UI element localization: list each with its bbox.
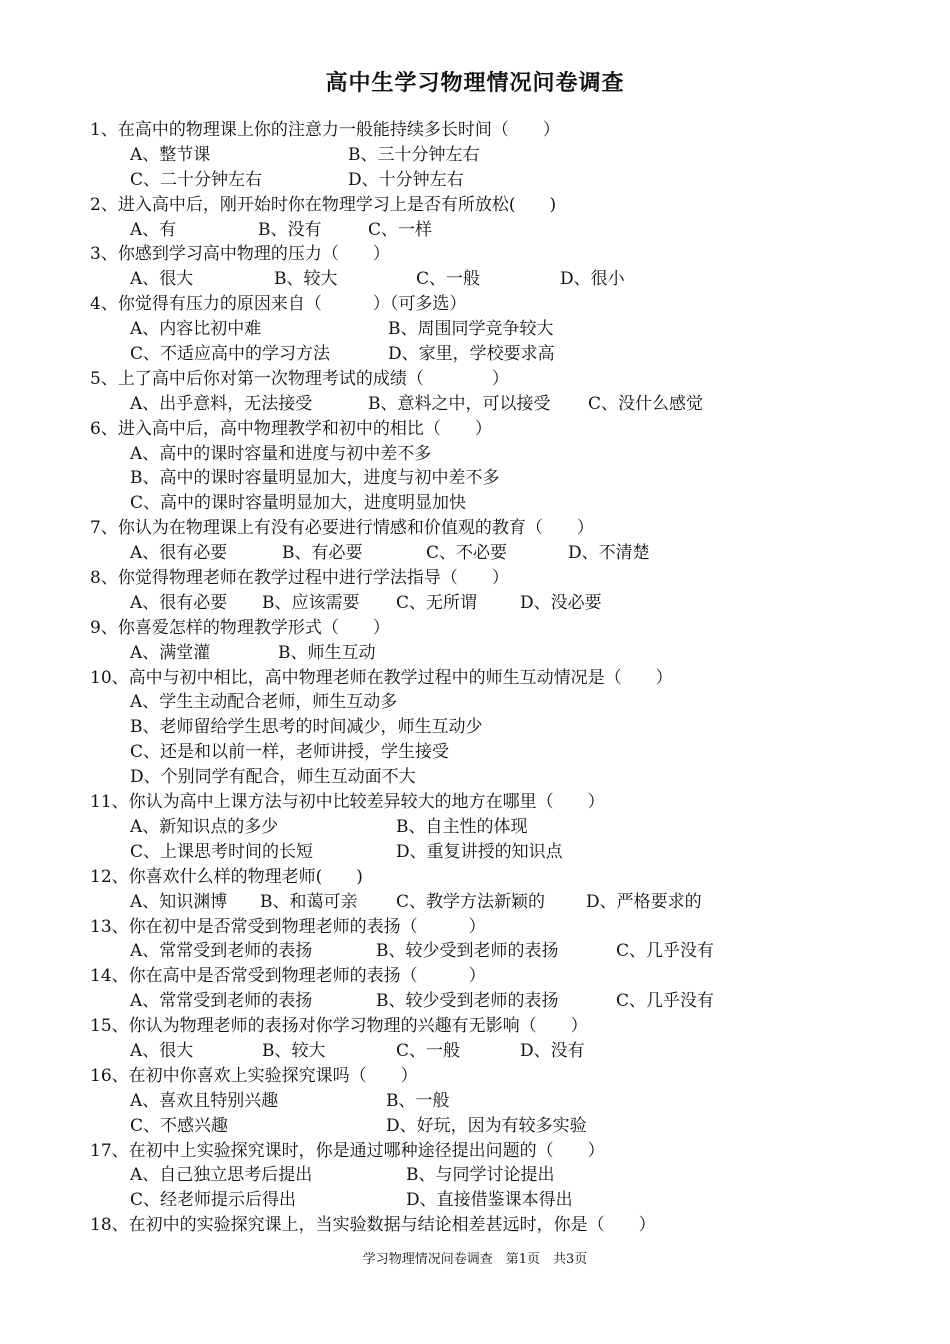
option-item: D、不清楚 xyxy=(568,543,650,564)
question-text: 17、在初中上实验探究课时，你是通过哪种途径提出问题的（ ） xyxy=(90,1140,605,1161)
question-text: 5、上了高中后你对第一次物理考试的成绩（ ） xyxy=(90,368,509,389)
option-row xyxy=(90,168,920,193)
option-item: B、较少受到老师的表扬 xyxy=(376,941,559,962)
option-row xyxy=(90,317,920,342)
option-row xyxy=(90,541,920,566)
option-row xyxy=(90,740,920,765)
option-item: B、与同学讨论提出 xyxy=(406,1165,555,1186)
option-row xyxy=(90,840,920,865)
option-row xyxy=(90,442,920,467)
option-item: A、自己独立思考后提出 xyxy=(130,1165,313,1186)
question-text: 3、你感到学习高中物理的压力（ ） xyxy=(90,244,390,265)
option-item: B、自主性的体现 xyxy=(396,816,528,837)
page-footer: 学习物理情况问卷调查 第1页 共3页 xyxy=(362,1252,588,1267)
option-row xyxy=(90,267,920,292)
option-row xyxy=(90,218,920,243)
option-item: C、经老师提示后得出 xyxy=(130,1190,297,1211)
page-title: 高中生学习物理情况问卷调查 xyxy=(325,70,625,96)
option-item: C、一般 xyxy=(416,269,481,290)
option-item: C、无所谓 xyxy=(396,592,478,613)
option-row xyxy=(90,765,920,790)
option-row xyxy=(90,715,920,740)
option-item: D、没有 xyxy=(520,1040,585,1061)
option-row xyxy=(90,1089,920,1114)
option-item: C、不必要 xyxy=(426,543,508,564)
question-text: 15、你认为物理老师的表扬对你学习物理的兴趣有无影响（ ） xyxy=(90,1016,588,1037)
option-item: B、一般 xyxy=(386,1090,450,1111)
option-item: B、意料之中，可以接受 xyxy=(368,393,551,414)
option-item: B、较大 xyxy=(262,1040,326,1061)
option-item: B、较大 xyxy=(274,269,338,290)
option-item: C、不感兴趣 xyxy=(130,1115,229,1136)
option-item: B、和蔼可亲 xyxy=(260,891,358,912)
question-text: 8、你觉得物理老师在教学过程中进行学法指导（ ） xyxy=(90,568,509,589)
option-row xyxy=(90,466,920,491)
option-row xyxy=(90,939,920,964)
question-text: 7、你认为在物理课上有没有必要进行情感和价值观的教育（ ） xyxy=(90,518,594,539)
option-row xyxy=(90,815,920,840)
option-item: A、很大 xyxy=(130,1040,194,1061)
option-item: B、应该需要 xyxy=(262,592,360,613)
option-row xyxy=(90,641,920,666)
option-item: C、高中的课时容量明显加大，进度明显加快 xyxy=(130,493,467,514)
option-item: A、有 xyxy=(130,219,177,240)
question-text: 14、你在高中是否常受到物理老师的表扬（ ） xyxy=(90,966,486,987)
option-item: A、学生主动配合老师，师生互动多 xyxy=(130,692,398,713)
option-item: D、家里，学校要求高 xyxy=(388,344,555,365)
option-item: C、一般 xyxy=(396,1040,461,1061)
option-item: C、二十分钟左右 xyxy=(130,169,263,190)
option-item: C、还是和以前一样，老师讲授，学生接受 xyxy=(130,742,450,763)
option-item: B、三十分钟左右 xyxy=(348,144,480,165)
question-text: 16、在初中你喜欢上实验探究课吗（ ） xyxy=(90,1065,418,1086)
option-item: D、十分钟左右 xyxy=(348,169,464,190)
option-row xyxy=(90,989,920,1014)
option-item: A、满堂灌 xyxy=(130,642,211,663)
option-item: C、教学方法新颖的 xyxy=(396,891,546,912)
option-row xyxy=(90,342,920,367)
option-item: A、常常受到老师的表扬 xyxy=(130,991,313,1012)
question-text: 11、你认为高中上课方法与初中比较差异较大的地方在哪里（ ） xyxy=(90,792,605,813)
question-text: 13、你在初中是否常受到物理老师的表扬（ ） xyxy=(90,916,486,937)
option-item: D、重复讲授的知识点 xyxy=(396,841,563,862)
question-text: 10、高中与初中相比，高中物理老师在教学过程中的师生互动情况是（ ） xyxy=(90,667,673,688)
option-item: D、很小 xyxy=(560,269,625,290)
option-row xyxy=(90,143,920,168)
option-item: D、个别同学有配合，师生互动面不大 xyxy=(130,767,416,788)
option-item: A、出乎意料，无法接受 xyxy=(130,393,313,414)
option-row xyxy=(90,491,920,516)
option-row xyxy=(90,690,920,715)
option-item: C、几乎没有 xyxy=(616,991,715,1012)
question-text: 1、在高中的物理课上你的注意力一般能持续多长时间（ ） xyxy=(90,120,560,140)
option-item: A、很有必要 xyxy=(130,592,228,613)
option-item: C、没什么感觉 xyxy=(588,393,704,414)
question-text: 12、你喜欢什么样的物理老师( ) xyxy=(90,866,363,887)
option-item: B、没有 xyxy=(258,219,322,240)
option-item: B、周围同学竞争较大 xyxy=(388,319,554,340)
option-row xyxy=(90,591,920,616)
option-item: A、整节课 xyxy=(130,144,211,165)
option-item: A、很有必要 xyxy=(130,543,228,564)
option-item: D、直接借鉴课本得出 xyxy=(406,1190,573,1211)
option-row xyxy=(90,1114,920,1139)
option-item: A、喜欢且特别兴趣 xyxy=(130,1090,279,1111)
option-item: C、几乎没有 xyxy=(616,941,715,962)
option-item: C、一样 xyxy=(368,219,433,240)
option-row xyxy=(90,890,920,915)
option-item: A、常常受到老师的表扬 xyxy=(130,941,313,962)
option-item: B、老师留给学生思考的时间减少，师生互动少 xyxy=(130,717,483,738)
option-row xyxy=(90,392,920,417)
option-item: A、高中的课时容量和进度与初中差不多 xyxy=(130,443,432,464)
option-item: A、很大 xyxy=(130,269,194,290)
question-text: 6、进入高中后，高中物理教学和初中的相比（ ） xyxy=(90,418,492,439)
option-item: B、高中的课时容量明显加大，进度与初中差不多 xyxy=(130,468,500,489)
question-text: 2、进入高中后，刚开始时你在物理学习上是否有所放松( ) xyxy=(90,194,557,215)
option-item: A、知识渊博 xyxy=(130,891,228,912)
question-text: 9、你喜爱怎样的物理教学形式（ ） xyxy=(90,617,390,638)
option-item: D、严格要求的 xyxy=(586,891,702,912)
option-item: C、上课思考时间的长短 xyxy=(130,841,314,862)
option-item: C、不适应高中的学习方法 xyxy=(130,344,331,365)
question-text: 18、在初中的实验探究课上，当实验数据与结论相差甚远时，你是（ ） xyxy=(90,1215,656,1236)
question-list xyxy=(90,118,920,1238)
option-item: A、新知识点的多少 xyxy=(130,816,279,837)
option-item: D、没必要 xyxy=(520,592,602,613)
option-item: B、较少受到老师的表扬 xyxy=(376,991,559,1012)
option-item: D、好玩，因为有较多实验 xyxy=(386,1115,587,1136)
option-row xyxy=(90,1188,920,1213)
question-text: 4、你觉得有压力的原因来自（ ）（可多选） xyxy=(90,294,467,315)
option-row xyxy=(90,1163,920,1188)
option-item: B、师生互动 xyxy=(278,642,376,663)
option-item: B、有必要 xyxy=(282,543,363,564)
option-item: A、内容比初中难 xyxy=(130,319,262,340)
option-row xyxy=(90,1039,920,1064)
